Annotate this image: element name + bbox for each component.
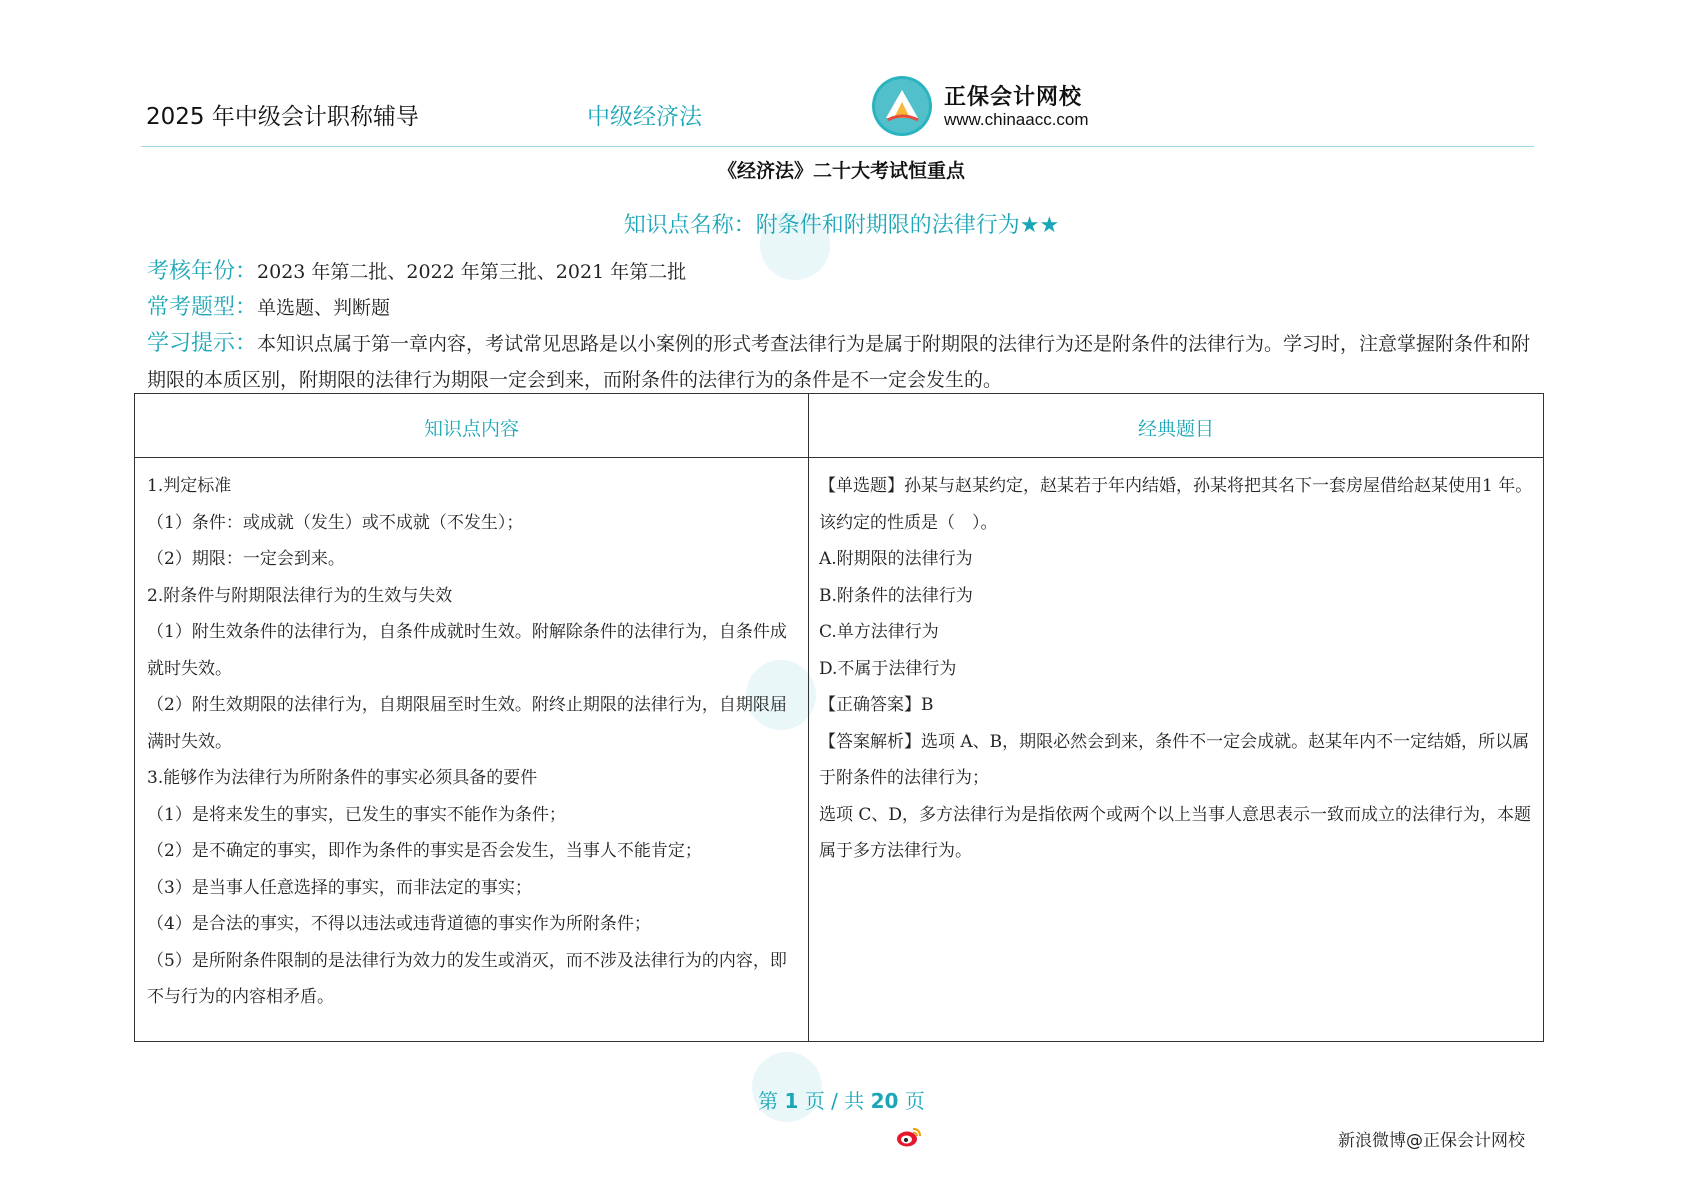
knowledge-point-title: 知识点名称：附条件和附期限的法律行为★★	[623, 213, 1060, 238]
course-title: 2025 年中级会计职称辅导	[146, 104, 419, 130]
list-item: （3）是当事人任意选择的事实，而非法定的事实；	[147, 877, 532, 898]
weibo-account: 新浪微博@正保会计网校	[1338, 1131, 1525, 1151]
answer-analysis-continued: 选项 C、D，多方法律行为是指依两个或两个以上当事人意思表示一致而成立的法律行为，本题属于多方法律行为。	[819, 804, 1532, 861]
study-tip-text: 本知识点属于第一章内容，考试常见思路是以小案例的形式考查法律行为是属于附期限的法律行为还是附条件的法律行为。学习时，注意掌握附条件和附期限的本质区别，附期限的法律行为期限一定会到来，而附条件的法律行为的条件是不一定会发生的。	[147, 333, 1531, 391]
answer-analysis: 【答案解析】选项 A、B，期限必然会到来，条件不一定会成就。赵某年内不一定结婚，所以属于附条件的法律行为；	[819, 731, 1530, 788]
list-item: 2.附条件与附期限法律行为的生效与失效	[147, 585, 453, 606]
list-item: （2）是不确定的事实，即作为条件的事实是否会发生，当事人不能肯定；	[147, 841, 702, 861]
question-types-row	[147, 290, 390, 321]
list-item: （2）附生效期限的法律行为，自期限届至时生效。附终止期限的法律行为，自期限届满时失效。	[147, 695, 787, 752]
table-header-divider	[135, 457, 1543, 458]
current-page: 1	[784, 1089, 799, 1113]
list-item: （1）附生效条件的法律行为，自条件成就时生效。附解除条件的法律行为，自条件成就时失效。	[147, 622, 787, 679]
page-suffix: 页	[904, 1089, 925, 1113]
brand-url: www.chinaacc.com	[944, 110, 1089, 129]
brand-logo-icon	[872, 76, 932, 136]
list-item: （1）条件：或成就（发生）或不成就（不发生）；	[147, 512, 524, 533]
header-divider	[141, 146, 1534, 147]
list-item: （1）是将来发生的事实，已发生的事实不能作为条件；	[147, 804, 566, 825]
subject-title: 中级经济法	[587, 104, 702, 130]
question-stem: 【单选题】孙某与赵某约定，赵某若于年内结婚，孙某将把其名下一套房屋借给赵某使用1 年。该约定的性质是（ ）。	[819, 476, 1533, 533]
question-types-value: 单选题、判断题	[257, 297, 391, 319]
classic-question-column	[819, 468, 1535, 870]
exam-years-label: 考核年份：	[147, 259, 258, 284]
weibo-icon	[896, 1126, 922, 1152]
table-column-divider	[808, 394, 809, 1041]
correct-answer: 【正确答案】B	[819, 695, 934, 715]
study-tip-label: 学习提示：	[147, 331, 258, 356]
knowledge-content-column	[147, 468, 799, 1016]
list-item: 1.判定标准	[147, 476, 232, 496]
study-tip	[147, 326, 1537, 398]
brand-name: 正保会计网校	[944, 85, 1083, 110]
content-table	[134, 393, 1544, 1042]
list-item: 3.能够作为法律行为所附条件的事实必须具备的要件	[147, 768, 538, 788]
page-indicator	[0, 1085, 1683, 1114]
page-separator: 页 / 共	[804, 1089, 865, 1113]
list-item: （2）期限：一定会到来。	[147, 549, 345, 569]
total-pages: 20	[870, 1089, 899, 1113]
option-c: C.单方法律行为	[819, 622, 939, 642]
exam-years-value: 2023 年第二批、2022 年第三批、2021 年第二批	[257, 261, 687, 283]
table-header-content: 知识点内容	[423, 418, 519, 440]
option-b: B.附条件的法律行为	[819, 585, 973, 606]
option-d: D.不属于法律行为	[819, 658, 957, 679]
page-prefix: 第	[758, 1089, 779, 1113]
exam-years-row	[147, 254, 686, 285]
brand-logo	[872, 74, 1132, 140]
document-title: 《经济法》二十大考试恒重点	[717, 160, 965, 182]
option-a: A.附期限的法律行为	[819, 549, 973, 569]
table-header-questions: 经典题目	[1137, 418, 1214, 440]
list-item: （5）是所附条件限制的是法律行为效力的发生或消灭，而不涉及法律行为的内容，即不与行为的内容相矛盾。	[147, 950, 787, 1007]
question-types-label: 常考题型：	[147, 295, 258, 320]
list-item: （4）是合法的事实，不得以违法或违背道德的事实作为所附条件；	[147, 914, 651, 934]
